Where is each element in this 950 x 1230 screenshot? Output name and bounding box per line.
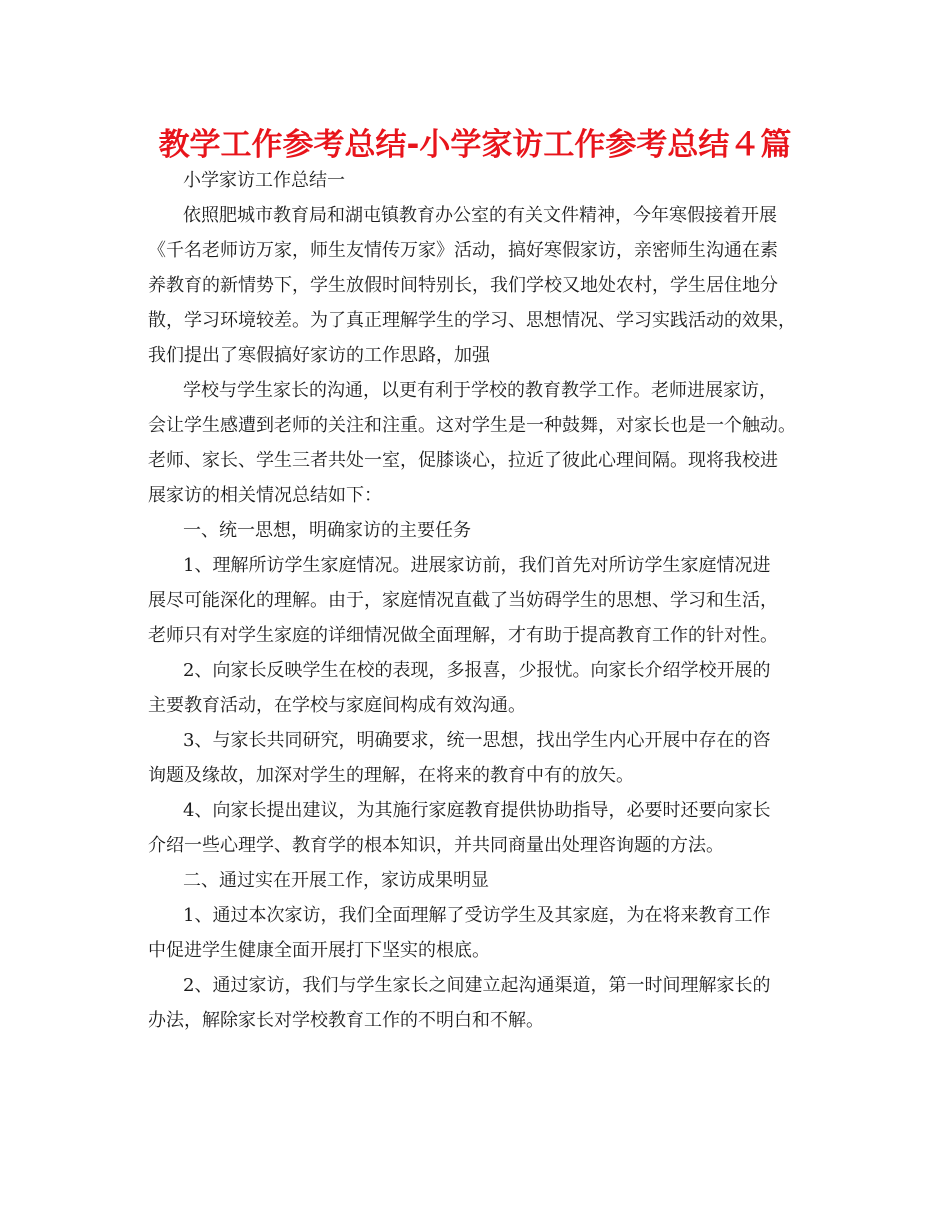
paragraph-line: 依照肥城市教育局和湖屯镇教育办公室的有关文件精神，今年寒假接着开展	[183, 205, 777, 226]
paragraph-line: 散，学习环境较差。为了真正理解学生的学习、思想情况、学习实践活动的效果，	[148, 310, 796, 331]
paragraph-line: 1、通过本次家访，我们全面理解了受访学生及其家庭，为在将来教育工作	[183, 905, 771, 926]
paragraph-line: 会让学生感遭到老师的关注和注重。这对学生是一种鼓舞，对家长也是一个触动。	[148, 415, 796, 436]
paragraph-line: 4、向家长提出建议，为其施行家庭教育提供协助指导，必要时还要向家长	[183, 800, 771, 821]
section-heading: 一、统一思想，明确家访的主要任务	[183, 520, 471, 541]
paragraph-line: 养教育的新情势下，学生放假时间特别长，我们学校又地处农村，学生居住地分	[148, 275, 778, 296]
paragraph-line: 询题及缘故，加深对学生的理解，在将来的教育中有的放矢。	[148, 765, 634, 786]
paragraph-line: 学校与学生家长的沟通，以更有利于学校的教育教学工作。老师进展家访，	[183, 380, 777, 401]
paragraph-line: 2、通过家访，我们与学生家长之间建立起沟通渠道，第一时间理解家长的	[183, 975, 771, 996]
paragraph-line: 《千名老师访万家，师生友情传万家》活动，搞好寒假家访，亲密师生沟通在素	[148, 240, 778, 261]
paragraph-line: 老师只有对学生家庭的详细情况做全面理解，才有助于提高教育工作的针对性。	[148, 625, 778, 646]
paragraph-line: 中促进学生健康全面开展打下坚实的根底。	[148, 940, 490, 961]
paragraph-line: 2、向家长反映学生在校的表现，多报喜，少报忧。向家长介绍学校开展的	[183, 660, 771, 681]
paragraph-line: 办法，解除家长对学校教育工作的不明白和不解。	[148, 1010, 544, 1031]
paragraph-line: 主要教育活动，在学校与家庭间构成有效沟通。	[148, 695, 526, 716]
document-title: 教学工作参考总结-小学家访工作参考总结４篇	[158, 127, 792, 163]
section-heading-1: 小学家访工作总结一	[183, 170, 345, 191]
paragraph-line: 3、与家长共同研究，明确要求，统一思想，找出学生内心开展中存在的咨	[183, 730, 771, 751]
paragraph-line: 介绍一些心理学、教育学的根本知识，并共同商量出处理咨询题的方法。	[148, 835, 724, 856]
paragraph-line: 我们提出了寒假搞好家访的工作思路，加强	[148, 345, 490, 366]
section-heading: 二、通过实在开展工作，家访成果明显	[183, 870, 489, 891]
paragraph-line: 展家访的相关情况总结如下：	[148, 485, 382, 506]
paragraph-line: 老师、家长、学生三者共处一室，促膝谈心，拉近了彼此心理间隔。现将我校进	[148, 450, 778, 471]
paragraph-line: 展尽可能深化的理解。由于，家庭情况直截了当妨碍学生的思想、学习和生活，	[148, 590, 778, 611]
paragraph-line: 1、理解所访学生家庭情况。进展家访前，我们首先对所访学生家庭情况进	[183, 555, 771, 576]
